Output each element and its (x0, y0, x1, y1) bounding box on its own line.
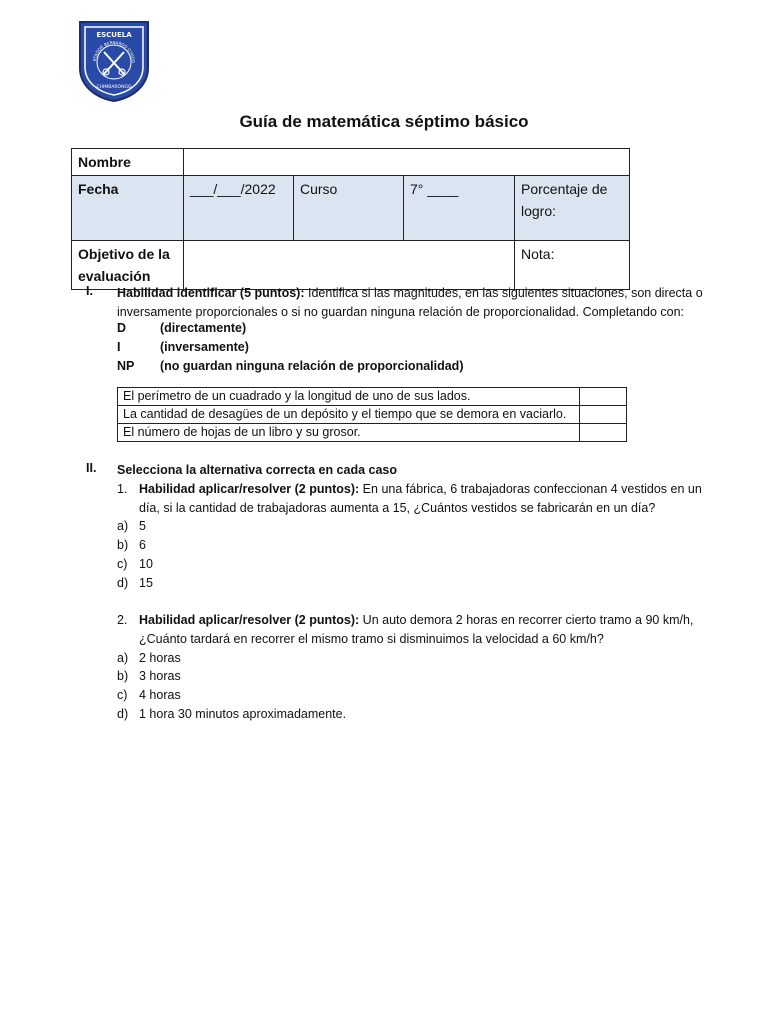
option-text: 2 horas (139, 651, 181, 665)
question-2-body: Un auto demora 2 horas en recorrer cierto tramo a 90 km/h, ¿Cuánto tardará en recorrer el mismo tramo si disminuimos la velocidad a 60 km/h? (139, 613, 694, 646)
logo-top-text: ESCUELA (96, 31, 132, 39)
porcentaje-label: Porcentaje de logro: (515, 176, 630, 241)
curso-label: Curso (294, 176, 404, 241)
question-1-body: En una fábrica, 6 trabajadoras confeccionan 4 vestidos en un día, si la cantidad de trabajadoras aumenta a 15, ¿Cuántos vestidos se fabricarán en un día? (139, 482, 702, 515)
option-b[interactable] (117, 667, 181, 686)
option-text: 4 horas (139, 688, 181, 702)
option-text: 10 (139, 557, 153, 571)
option-text: 1 hora 30 minutos aproximadamente. (139, 707, 347, 721)
fecha-field[interactable]: ___/___/2022 (184, 176, 294, 241)
option-letter: d) (117, 707, 129, 721)
answer-cell[interactable] (580, 406, 627, 424)
statement-cell: La cantidad de desagües de un depósito y el tiempo que se demora en vaciarlo. (118, 406, 580, 424)
option-c[interactable] (117, 686, 181, 705)
option-letter: a) (117, 519, 129, 533)
question-1-text (139, 480, 709, 518)
document-title: Guía de matemática séptimo básico (239, 112, 529, 131)
school-crest-icon (76, 20, 152, 102)
question-2-text (139, 611, 709, 649)
option-letter: c) (117, 557, 128, 571)
option-b[interactable] (117, 536, 146, 555)
option-letter: a) (117, 651, 129, 665)
question-2-number: 2. (117, 613, 128, 627)
option-a[interactable] (117, 649, 181, 668)
classification-table (117, 387, 627, 442)
logo-arc-text: RTADOR BERNARDO O'HIGG (91, 39, 137, 64)
school-logo (76, 20, 152, 102)
code-meaning: (no guardan ninguna relación de proporcionalidad) (160, 359, 464, 373)
option-letter: b) (117, 669, 129, 683)
option-letter: d) (117, 576, 129, 590)
statement-cell: El perímetro de un cuadrado y la longitud de uno de sus lados. (118, 388, 580, 406)
question-1-number: 1. (117, 482, 128, 496)
option-letter: b) (117, 538, 129, 552)
nombre-label: Nombre (72, 149, 184, 176)
section-1-text: Identifica si las magnitudes, en las siguientes situaciones, son directa o inversamente proporcionales o si no guardan ninguna relación de proporcionalidad. Completando con: (117, 286, 703, 319)
option-text: 3 horas (139, 669, 181, 683)
option-text: 6 (139, 538, 146, 552)
statement-cell: El número de hojas de un libro y su grosor. (118, 424, 580, 442)
objetivo-label: Objetivo de la evaluación (72, 241, 184, 290)
option-d[interactable] (117, 574, 153, 593)
fecha-label: Fecha (72, 176, 184, 241)
code-meaning: (directamente) (160, 321, 247, 335)
section-2-heading: Selecciona la alternativa correcta en cada caso (117, 463, 398, 477)
section-1-skill: Habilidad identificar (5 puntos): (117, 286, 305, 300)
option-text: 15 (139, 576, 153, 590)
section-2-number: II. (86, 461, 97, 475)
option-d[interactable] (117, 705, 346, 724)
section-1-number: I. (86, 284, 93, 298)
table-row (118, 406, 627, 424)
answer-cell[interactable] (580, 424, 627, 442)
option-a[interactable] (117, 517, 146, 536)
code-row-d (117, 321, 246, 335)
question-1-skill: Habilidad aplicar/resolver (2 puntos): (139, 482, 360, 496)
code-meaning: (inversamente) (160, 340, 249, 354)
nombre-field[interactable] (184, 149, 630, 176)
question-2-skill: Habilidad aplicar/resolver (2 puntos): (139, 613, 360, 627)
code-letter: NP (117, 359, 135, 373)
student-info-table (71, 148, 630, 290)
nota-label: Nota: (515, 241, 630, 290)
code-letter: I (117, 340, 121, 354)
section-1-instructions (117, 284, 707, 322)
code-row-i (117, 340, 249, 354)
code-letter: D (117, 321, 127, 335)
option-c[interactable] (117, 555, 153, 574)
option-text: 5 (139, 519, 146, 533)
option-letter: c) (117, 688, 128, 702)
objetivo-field[interactable] (184, 241, 515, 290)
curso-field[interactable]: 7° ____ (404, 176, 515, 241)
table-row (118, 388, 627, 406)
code-row-np (117, 359, 464, 373)
table-row (118, 424, 627, 442)
answer-cell[interactable] (580, 388, 627, 406)
logo-bottom-text: CHIMBARONGO (96, 85, 132, 90)
